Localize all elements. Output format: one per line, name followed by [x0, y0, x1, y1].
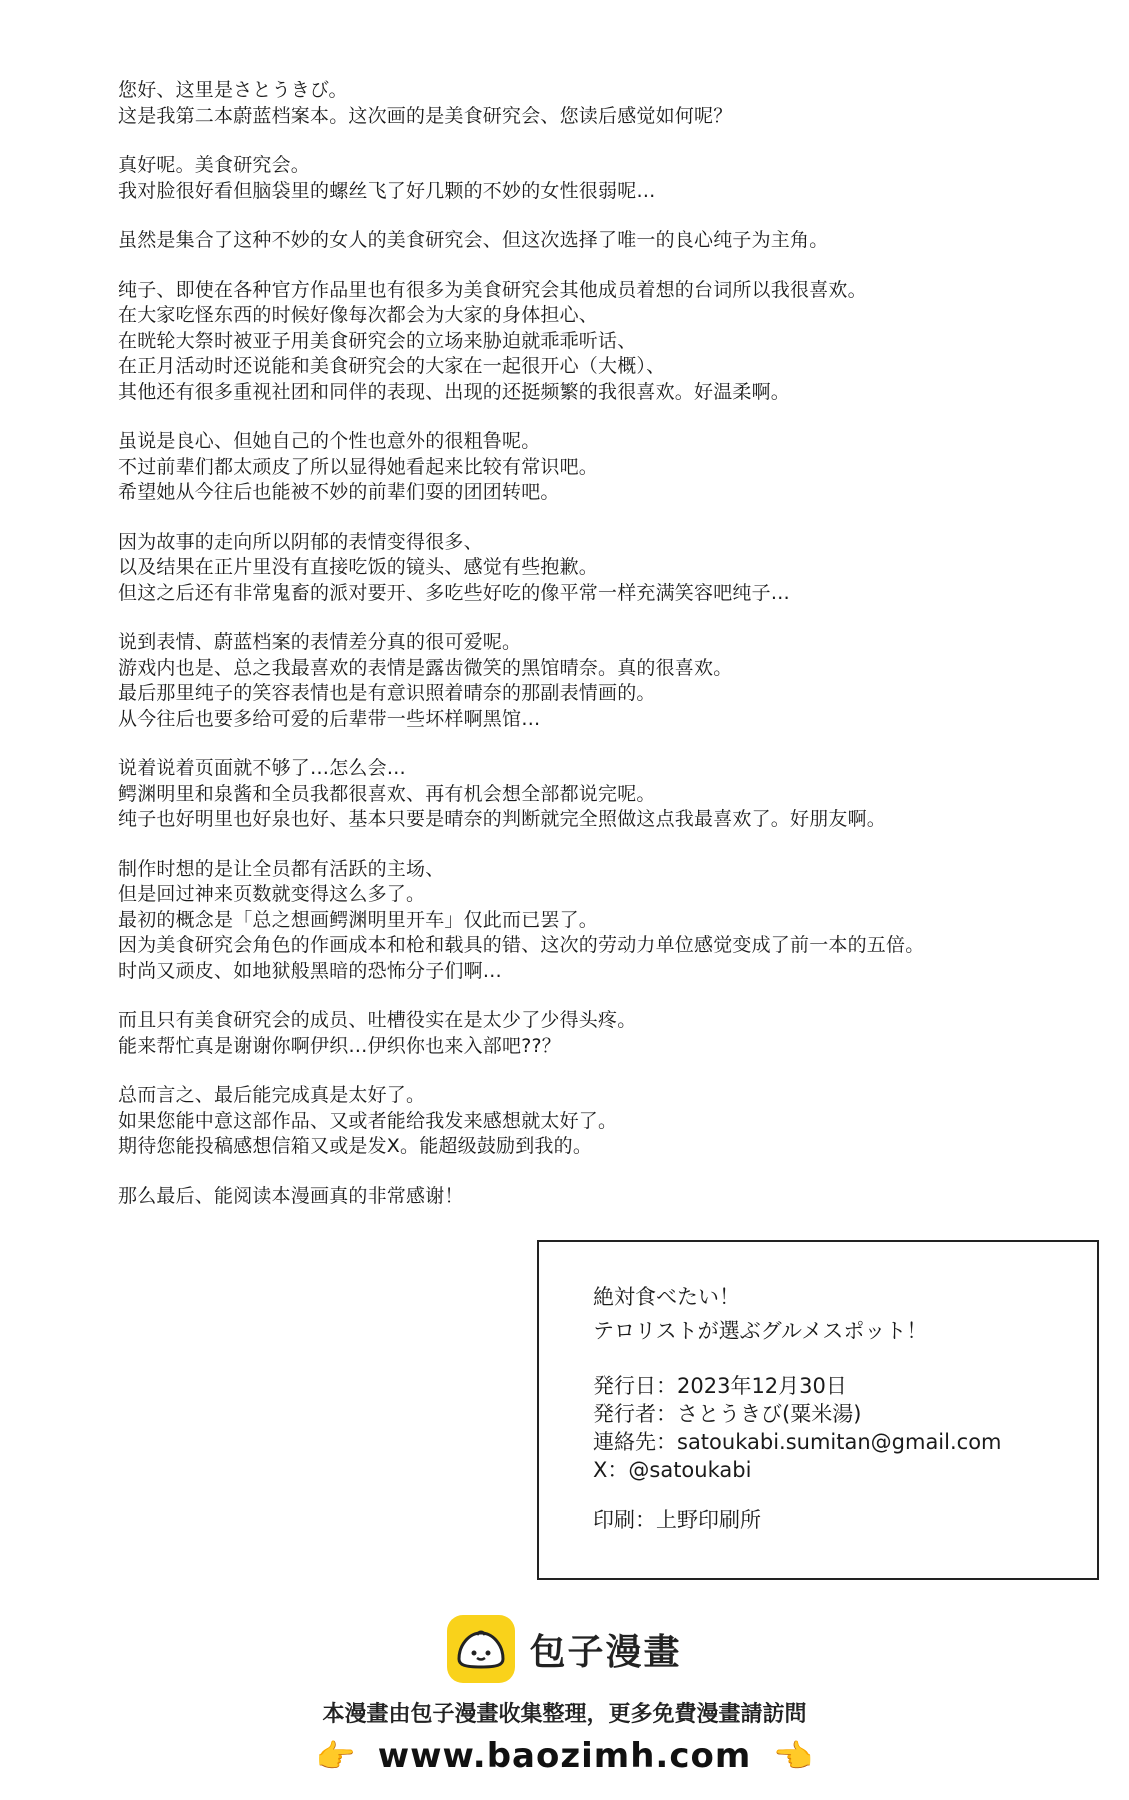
afterword-line: 虽说是良心、但她自己的个性也意外的很粗鲁呢。	[118, 430, 541, 452]
afterword-line: 最后那里纯子的笑容表情也是有意识照着晴奈的那副表情画的。	[118, 682, 656, 704]
afterword-paragraph	[118, 857, 1018, 985]
afterword-line: 但是回过神来页数就变得这么多了。	[118, 883, 426, 905]
contact-email: 連絡先：satoukabi.sumitan@gmail.com	[593, 1430, 1002, 1454]
afterword-line: 而且只有美食研究会的成员、吐槽役实在是太少了少得头疼。	[118, 1009, 637, 1031]
afterword-line: 纯子、即使在各种官方作品里也有很多为美食研究会其他成员着想的台词所以我很喜欢。	[118, 278, 867, 301]
watermark-notice: 本漫畫由包子漫畫收集整理，更多免費漫畫請訪問	[322, 1702, 807, 1727]
afterword-line: 不过前辈们都太顽皮了所以显得她看起来比较有常识吧。	[118, 455, 599, 478]
steamed-bun-icon	[447, 1615, 515, 1683]
afterword-line: 在正月活动时还说能和美食研究会的大家在一起很开心（大概）、	[118, 355, 666, 377]
afterword-line: 我对脸很好看但脑袋里的螺丝飞了好几颗的不妙的女性很弱呢…	[118, 179, 656, 202]
afterword-line: 真好呢。美食研究会。	[118, 154, 311, 176]
afterword-line: 这是我第二本蔚蓝档案本。这次画的是美食研究会、您读后感觉如何呢？	[118, 104, 733, 127]
afterword-line: 游戏内也是、总之我最喜欢的表情是露齿微笑的黑馆晴奈。真的很喜欢。	[118, 656, 733, 679]
afterword-line: 以及结果在正片里没有直接吃饭的镜头、感觉有些抱歉。	[118, 556, 599, 578]
book-title-line-1: 絶対食べたい！	[593, 1285, 740, 1309]
afterword-line: 期待您能投稿感想信箱又或是发X。能超级鼓励到我的。	[118, 1135, 593, 1157]
pointing-right-icon: 👉	[315, 1737, 356, 1775]
afterword-line: 总而言之、最后能完成真是太好了。	[118, 1084, 426, 1106]
afterword-paragraph	[118, 278, 1018, 406]
afterword-paragraph	[118, 756, 1018, 833]
afterword-line: 但这之后还有非常鬼畜的派对要开、多吃些好吃的像平常一样充满笑容吧纯子…	[118, 581, 791, 604]
afterword-text	[118, 78, 1018, 1233]
pointing-left-icon: 👈	[773, 1737, 814, 1775]
printer: 印刷：上野印刷所	[593, 1508, 761, 1532]
afterword-paragraph	[118, 429, 1018, 506]
afterword-line: 制作时想的是让全员都有活跃的主场、	[118, 857, 445, 880]
afterword-line: 如果您能中意这部作品、又或者能给我发来感想就太好了。	[118, 1109, 618, 1132]
afterword-line: 那么最后、能阅读本漫画真的非常感谢！	[118, 1184, 464, 1207]
site-url[interactable]: www.baozimh.com	[377, 1736, 752, 1776]
afterword-line: 纯子也好明里也好泉也好、基本只要是晴奈的判断就完全照做这点我最喜欢了。好朋友啊。	[118, 808, 887, 830]
afterword-paragraph	[118, 630, 1018, 732]
afterword-line: 其他还有很多重视社团和同伴的表现、出现的还挺频繁的我很喜欢。好温柔啊。	[118, 380, 791, 403]
afterword-line: 希望她从今往后也能被不妙的前辈们耍的团团转吧。	[118, 481, 560, 503]
afterword-paragraph	[118, 228, 1018, 254]
book-title-line-2: テロリストが選ぶグルメスポット！	[593, 1319, 928, 1343]
x-account: X：@satoukabi	[593, 1458, 752, 1482]
afterword-paragraph	[118, 78, 1018, 129]
afterword-line: 虽然是集合了这种不妙的女人的美食研究会、但这次选择了唯一的良心纯子为主角。	[118, 229, 829, 251]
afterword-paragraph	[118, 1008, 1018, 1059]
afterword-line: 您好、这里是さとうきび。	[118, 79, 348, 101]
colophon-box	[537, 1240, 1099, 1580]
afterword-line: 从今往后也要多给可爱的后辈带一些坏样啊黑馆…	[118, 707, 541, 730]
brand-name: 包子漫畫	[529, 1631, 682, 1673]
afterword-line: 因为美食研究会角色的作画成本和枪和载具的错、这次的劳动力单位感觉变成了前一本的五倍。	[118, 934, 925, 956]
afterword-paragraph	[118, 153, 1018, 204]
afterword-line: 说着说着页面就不够了…怎么会…	[118, 757, 407, 779]
afterword-line: 因为故事的走向所以阴郁的表情变得很多、	[118, 530, 483, 553]
afterword-line: 时尚又顽皮、如地狱般黑暗的恐怖分子们啊…	[118, 959, 503, 982]
publisher: 発行者：さとうきび(粟米湯)	[593, 1402, 862, 1426]
afterword-line: 鳄渊明里和泉酱和全员我都很喜欢、再有机会想全部都说完呢。	[118, 782, 656, 805]
afterword-paragraph	[118, 1083, 1018, 1160]
afterword-line: 在大家吃怪东西的时候好像每次都会为大家的身体担心、	[118, 304, 599, 326]
afterword-line: 说到表情、蔚蓝档案的表情差分真的很可爱呢。	[118, 631, 522, 653]
afterword-line: 在晄轮大祭时被亚子用美食研究会的立场来胁迫就乖乖听话、	[118, 329, 637, 352]
afterword-paragraph	[118, 530, 1018, 607]
afterword-line: 能来帮忙真是谢谢你啊伊织…伊织你也来入部吧??？	[118, 1034, 561, 1057]
afterword-paragraph	[118, 1184, 1018, 1210]
publish-date: 発行日：2023年12月30日	[593, 1374, 847, 1398]
afterword-line: 最初的概念是「总之想画鳄渊明里开车」仅此而已罢了。	[118, 908, 599, 931]
site-watermark	[0, 1615, 1129, 1776]
